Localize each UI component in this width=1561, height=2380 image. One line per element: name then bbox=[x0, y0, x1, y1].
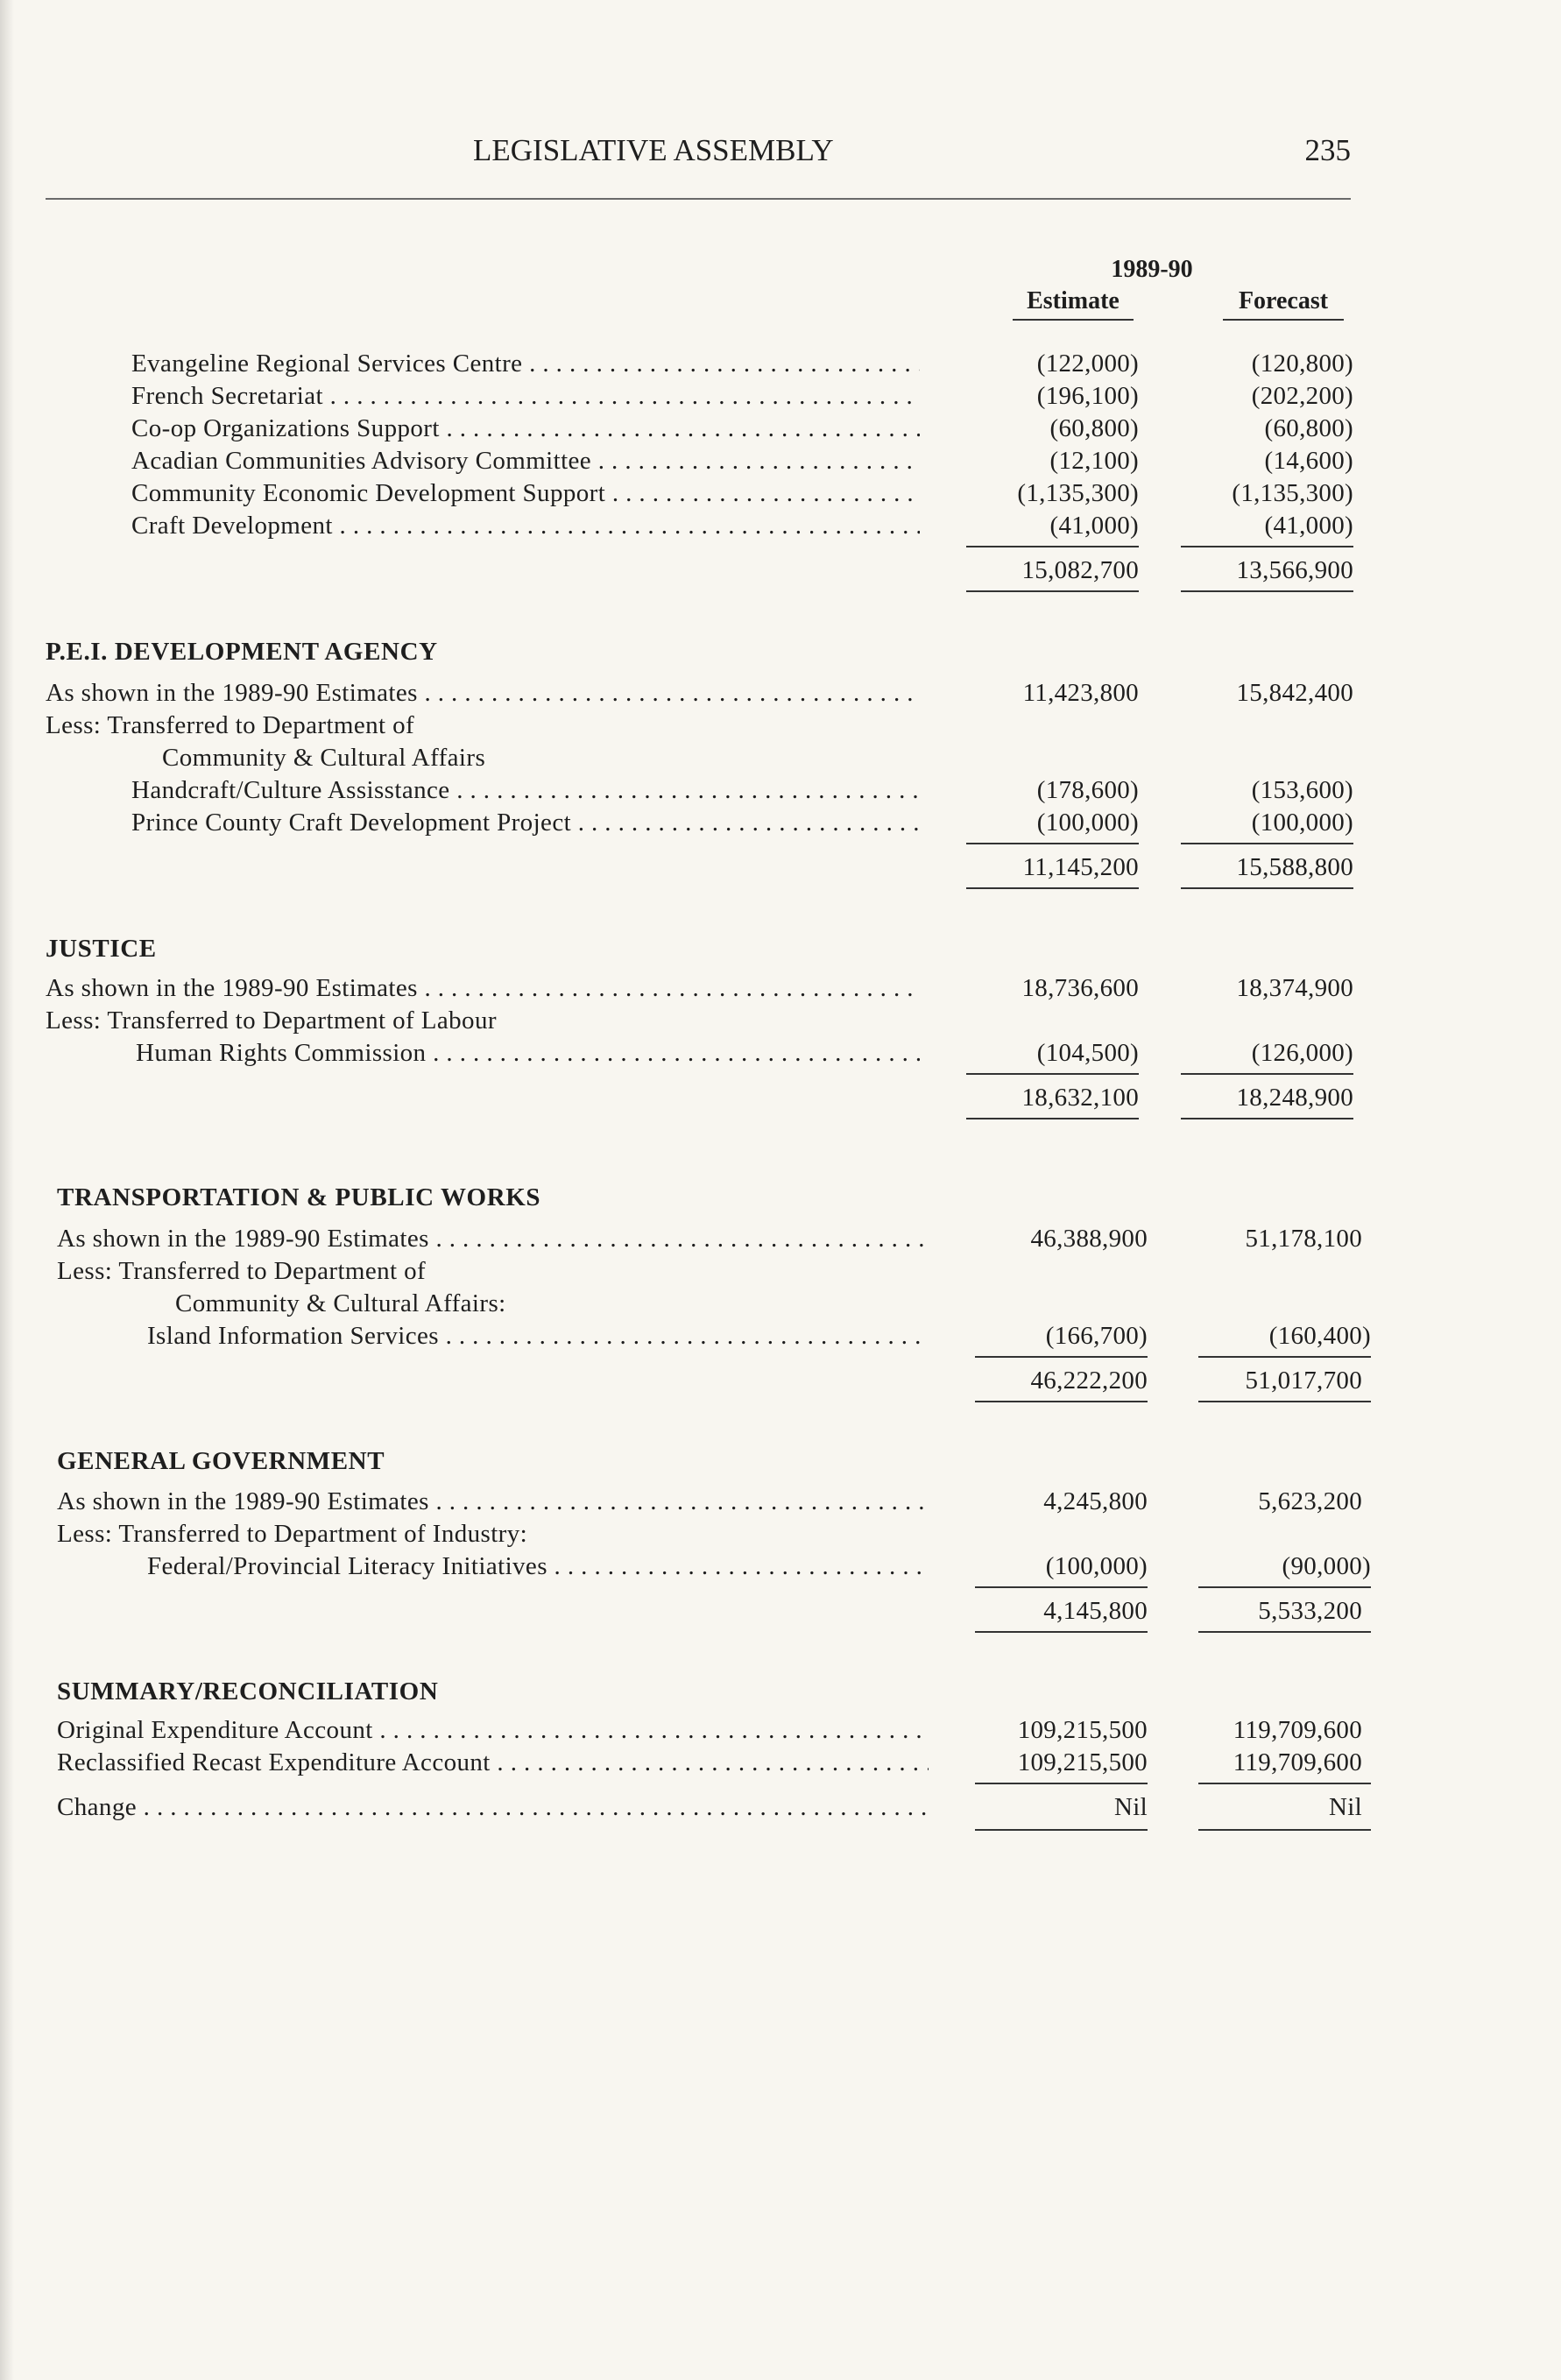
total-rule bbox=[975, 1829, 1148, 1831]
top-row-estimate: (196,100) bbox=[1036, 382, 1139, 410]
top-row-estimate: (41,000) bbox=[1049, 512, 1139, 540]
top-row-estimate: (1,135,300) bbox=[1017, 479, 1139, 507]
subtotal-rule bbox=[1198, 1586, 1371, 1588]
transfer-row-estimate: (166,700) bbox=[1045, 1322, 1148, 1350]
total-rule bbox=[975, 1631, 1148, 1633]
running-header bbox=[46, 133, 1351, 179]
top-row-forecast: (60,800) bbox=[1264, 414, 1353, 442]
shown-forecast-value: 18,374,900 bbox=[1236, 974, 1353, 1002]
less-transfer-label: Less: Transferred to Department of bbox=[57, 1257, 427, 1285]
transfer-row-label: Handcraft/Culture Assisstance . . . bbox=[131, 775, 920, 805]
top-row-forecast: (41,000) bbox=[1264, 512, 1353, 540]
column-forecast-heading bbox=[1209, 287, 1358, 321]
header-rule bbox=[46, 198, 1351, 200]
top-row-forecast: (1,135,300) bbox=[1232, 479, 1353, 507]
transfer-row-label: Prince County Craft Development Project . . . bbox=[131, 808, 920, 837]
subtotal-rule bbox=[1198, 1783, 1371, 1784]
total-rule bbox=[1198, 1401, 1371, 1402]
less-transfer-label: Less: Transferred to Department of bbox=[46, 711, 415, 739]
section-total-estimate: 4,145,800 bbox=[1043, 1597, 1148, 1625]
section-title: TRANSPORTATION & PUBLIC WORKS bbox=[57, 1183, 541, 1211]
shown-estimates-label: As shown in the 1989-90 Estimates . . . bbox=[57, 1487, 929, 1516]
shown-estimate-value: 46,388,900 bbox=[1030, 1225, 1148, 1253]
shown-estimate-value: 4,245,800 bbox=[1043, 1487, 1148, 1515]
shown-estimates-label: As shown in the 1989-90 Estimates . . . bbox=[57, 1224, 929, 1254]
transfer-row-forecast: (126,000) bbox=[1251, 1039, 1353, 1067]
shown-estimates-label: As shown in the 1989-90 Estimates . . . bbox=[46, 678, 920, 708]
subtotal-rule bbox=[975, 1586, 1148, 1588]
total-rule bbox=[1181, 590, 1353, 592]
subtotal-rule bbox=[975, 1356, 1148, 1358]
total-rule bbox=[1198, 1829, 1371, 1831]
top-row-estimate: (60,800) bbox=[1049, 414, 1139, 442]
subtotal-rule bbox=[966, 1073, 1139, 1075]
column-year-heading: 1989-90 bbox=[1111, 256, 1193, 283]
section-total-forecast: 51,017,700 bbox=[1245, 1367, 1362, 1395]
transfer-row-forecast: (153,600) bbox=[1251, 776, 1353, 804]
top-row-label: Evangeline Regional Services Centre . . . bbox=[131, 349, 920, 378]
transfer-row-estimate: (100,000) bbox=[1036, 809, 1139, 837]
section-total-estimate: 46,222,200 bbox=[1030, 1367, 1148, 1395]
subtotal-rule bbox=[1181, 546, 1353, 547]
top-row-label: French Secretariat . . . bbox=[131, 381, 920, 411]
forecast-heading-text: Forecast bbox=[1238, 287, 1329, 314]
shown-estimates-label: As shown in the 1989-90 Estimates . . . bbox=[46, 973, 920, 1003]
summary-row-label: Original Expenditure Account . . . bbox=[57, 1715, 929, 1745]
transfer-row-forecast: (160,400) bbox=[1268, 1322, 1371, 1350]
total-rule bbox=[966, 887, 1139, 889]
total-rule bbox=[1198, 1631, 1371, 1633]
summary-row-forecast: 119,709,600 bbox=[1233, 1716, 1362, 1744]
less-transfer-department: Community & Cultural Affairs bbox=[162, 744, 486, 772]
transfer-row-label: Federal/Provincial Literacy Initiatives . . . bbox=[147, 1551, 929, 1581]
page-number: 235 bbox=[1304, 133, 1351, 167]
top-row-forecast: (202,200) bbox=[1251, 382, 1353, 410]
transfer-row-label: Human Rights Commission . . . bbox=[136, 1038, 920, 1068]
estimate-heading-text: Estimate bbox=[1027, 287, 1120, 314]
column-estimate-heading bbox=[999, 287, 1148, 321]
top-row-forecast: (120,800) bbox=[1251, 350, 1353, 378]
top-row-forecast: (14,600) bbox=[1264, 447, 1353, 475]
section-total-forecast: 5,533,200 bbox=[1258, 1597, 1362, 1625]
estimate-heading-underline bbox=[1013, 319, 1134, 321]
summary-row-forecast: 119,709,600 bbox=[1233, 1748, 1362, 1776]
top-row-estimate: (12,100) bbox=[1049, 447, 1139, 475]
transfer-row-estimate: (178,600) bbox=[1036, 776, 1139, 804]
less-transfer-department: Community & Cultural Affairs: bbox=[175, 1289, 506, 1317]
section-total-estimate: 18,632,100 bbox=[1021, 1084, 1139, 1112]
summary-row-label: Reclassified Recast Expenditure Account . . . bbox=[57, 1748, 929, 1777]
transfer-row-label: Island Information Services . . . bbox=[147, 1321, 929, 1351]
less-transfer-label: Less: Transferred to Department of Industry: bbox=[57, 1520, 528, 1548]
subtotal-rule bbox=[1198, 1356, 1371, 1358]
top-row-estimate: (122,000) bbox=[1036, 350, 1139, 378]
top-row-label: Acadian Communities Advisory Committee . . . bbox=[131, 446, 920, 476]
subtotal-rule bbox=[966, 546, 1139, 547]
section-title: GENERAL GOVERNMENT bbox=[57, 1447, 385, 1475]
shown-forecast-value: 5,623,200 bbox=[1258, 1487, 1362, 1515]
subtotal-rule bbox=[1181, 1073, 1353, 1075]
shown-estimate-value: 11,423,800 bbox=[1022, 679, 1139, 707]
top-total-estimate: 15,082,700 bbox=[1021, 556, 1139, 584]
less-transfer-label: Less: Transferred to Department of Labour bbox=[46, 1006, 497, 1035]
subtotal-rule bbox=[975, 1783, 1148, 1784]
transfer-row-estimate: (100,000) bbox=[1045, 1552, 1148, 1580]
section-title: JUSTICE bbox=[46, 935, 157, 963]
page-edge-shadow bbox=[0, 0, 14, 2380]
section-total-forecast: 15,588,800 bbox=[1236, 853, 1353, 881]
forecast-heading-underline bbox=[1223, 319, 1344, 321]
page-header-title: LEGISLATIVE ASSEMBLY bbox=[473, 133, 834, 167]
total-rule bbox=[966, 1118, 1139, 1119]
transfer-row-forecast: (100,000) bbox=[1251, 809, 1353, 837]
section-title: P.E.I. DEVELOPMENT AGENCY bbox=[46, 638, 438, 666]
total-rule bbox=[966, 590, 1139, 592]
top-row-label: Craft Development . . . bbox=[131, 511, 920, 540]
subtotal-rule bbox=[1181, 843, 1353, 844]
change-forecast: Nil bbox=[1329, 1793, 1362, 1821]
transfer-row-estimate: (104,500) bbox=[1036, 1039, 1139, 1067]
summary-row-estimate: 109,215,500 bbox=[1017, 1748, 1148, 1776]
top-row-label: Co-op Organizations Support . . . bbox=[131, 413, 920, 443]
top-total-forecast: 13,566,900 bbox=[1236, 556, 1353, 584]
shown-estimate-value: 18,736,600 bbox=[1021, 974, 1139, 1002]
total-rule bbox=[975, 1401, 1148, 1402]
change-estimate: Nil bbox=[1114, 1793, 1148, 1821]
transfer-row-forecast: (90,000) bbox=[1282, 1552, 1371, 1580]
total-rule bbox=[1181, 887, 1353, 889]
summary-row-estimate: 109,215,500 bbox=[1017, 1716, 1148, 1744]
section-total-forecast: 18,248,900 bbox=[1236, 1084, 1353, 1112]
shown-forecast-value: 51,178,100 bbox=[1245, 1225, 1362, 1253]
section-total-estimate: 11,145,200 bbox=[1022, 853, 1139, 881]
change-label: Change . . . bbox=[57, 1792, 929, 1822]
shown-forecast-value: 15,842,400 bbox=[1236, 679, 1353, 707]
total-rule bbox=[1181, 1118, 1353, 1119]
section-title: SUMMARY/RECONCILIATION bbox=[57, 1677, 439, 1706]
top-row-label: Community Economic Development Support . . . bbox=[131, 478, 920, 508]
subtotal-rule bbox=[966, 843, 1139, 844]
